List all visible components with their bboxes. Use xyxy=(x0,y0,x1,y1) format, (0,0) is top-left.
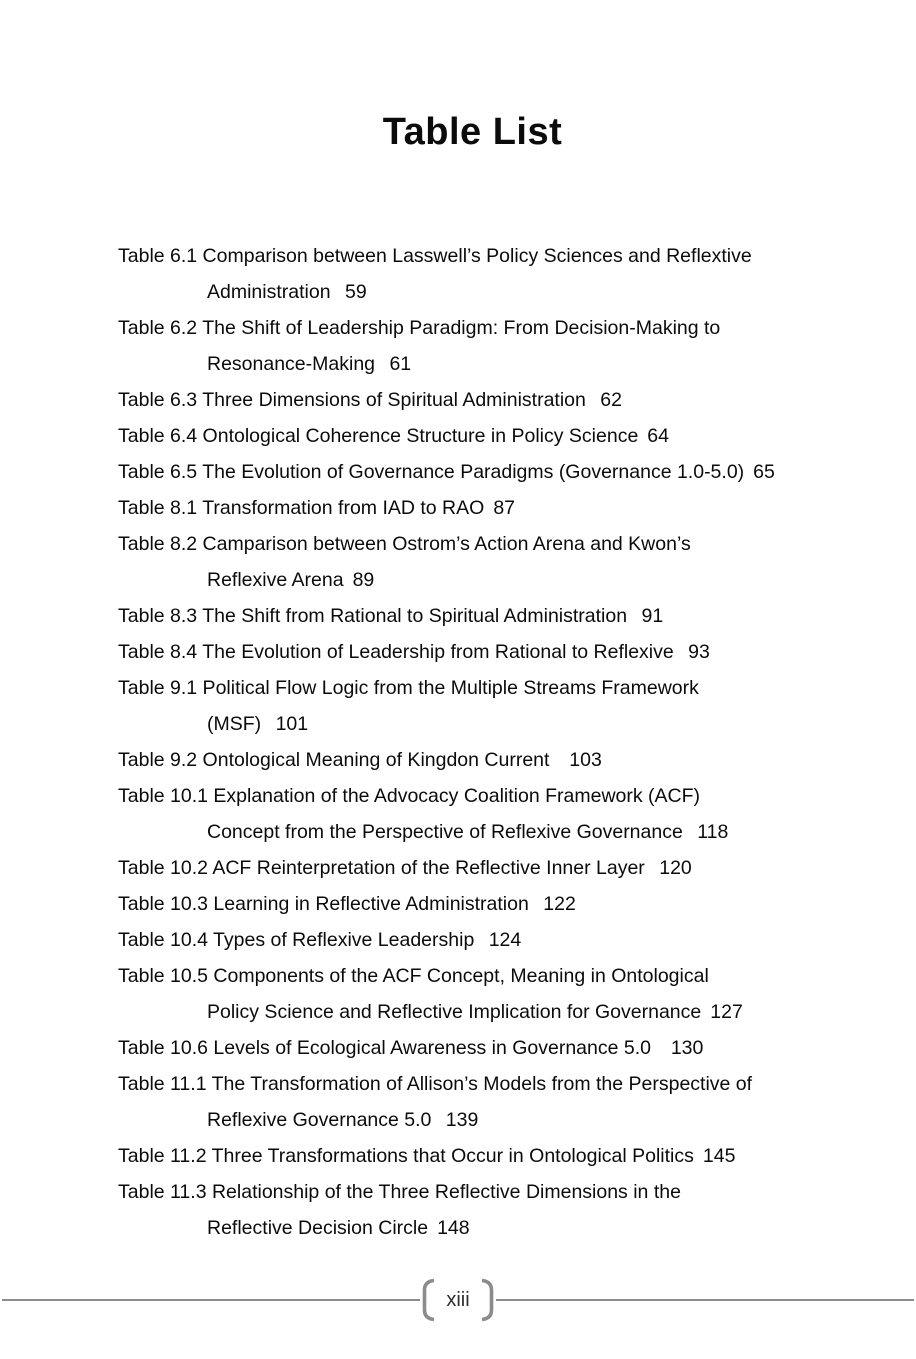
toc-entry-page-number: 59 xyxy=(344,281,367,303)
toc-entry-text: Table 10.2 ACF Reinterpretation of the Reflective Inner Layer xyxy=(118,857,651,879)
toc-entry-last-line xyxy=(118,490,827,526)
toc-entry-page-number: 87 xyxy=(493,497,516,519)
toc-entry-last-line xyxy=(118,598,827,634)
toc-entry-page-number: 101 xyxy=(275,713,309,735)
footer-right-bracket-icon xyxy=(480,1278,496,1322)
toc-list xyxy=(118,238,827,1246)
footer-rule-left xyxy=(2,1299,420,1301)
toc-entry xyxy=(118,634,827,670)
toc-entry-last-line xyxy=(207,706,827,742)
toc-entry-page-number: 62 xyxy=(600,389,622,411)
toc-entry xyxy=(118,454,827,490)
toc-entry-last-line xyxy=(207,562,827,598)
toc-entry-first-line: Table 6.2 The Shift of Leadership Paradigm: From Decision-Making to xyxy=(118,317,721,339)
toc-entry xyxy=(118,778,827,850)
toc-entry xyxy=(118,958,827,1030)
page-footer xyxy=(0,1278,916,1322)
toc-entry-last-line xyxy=(207,274,827,310)
toc-entry-last-line xyxy=(118,886,827,922)
toc-entry-text: Resonance-Making xyxy=(207,353,381,375)
toc-entry-first-line: Table 10.5 Components of the ACF Concept, Meaning in Ontological xyxy=(118,965,709,987)
toc-entry xyxy=(118,382,827,418)
toc-entry-first-line: Table 6.1 Comparison between Lasswell’s Policy Sciences and Reflextive xyxy=(118,245,752,267)
toc-entry-text: Table 6.5 The Evolution of Governance Paradigms (Governance 1.0-5.0) xyxy=(118,461,745,483)
toc-entry xyxy=(118,886,827,922)
toc-entry-text: Table 6.3 Three Dimensions of Spiritual Administration xyxy=(118,389,592,411)
toc-entry xyxy=(118,922,827,958)
toc-entry-page-number: 91 xyxy=(641,605,664,627)
toc-entry-page-number: 61 xyxy=(389,353,412,375)
toc-entry-text: Reflexive Arena xyxy=(207,569,344,591)
toc-entry-page-number: 145 xyxy=(702,1145,736,1167)
toc-entry-text: (MSF) xyxy=(207,713,267,735)
toc-entry-page-number: 130 xyxy=(670,1037,704,1059)
toc-entry-page-number: 65 xyxy=(753,461,775,483)
toc-entry-first-line: Table 9.1 Political Flow Logic from the Multiple Streams Framework xyxy=(118,677,699,699)
toc-entry xyxy=(118,418,827,454)
toc-entry-page-number: 93 xyxy=(688,641,710,663)
toc-entry-last-line xyxy=(207,994,827,1030)
toc-entry-page-number: 103 xyxy=(569,749,602,771)
toc-entry-text: Table 8.3 The Shift from Rational to Spiritual Administration xyxy=(118,605,633,627)
toc-entry-first-line: Table 8.2 Camparison between Ostrom’s Action Arena and Kwon’s xyxy=(118,533,691,555)
footer-rule-right xyxy=(496,1299,914,1301)
toc-entry-text: Concept from the Perspective of Reflexive Governance xyxy=(207,821,689,843)
toc-entry xyxy=(118,1030,827,1066)
toc-entry-text: Reflexive Governance 5.0 xyxy=(207,1109,437,1131)
footer-left-bracket-icon xyxy=(420,1278,436,1322)
toc-entry xyxy=(118,742,827,778)
page-title: Table List xyxy=(382,111,563,153)
toc-entry xyxy=(118,1066,827,1138)
toc-entry-text: Administration xyxy=(207,281,336,303)
toc-entry xyxy=(118,1138,827,1174)
toc-entry-page-number: 139 xyxy=(445,1109,479,1131)
toc-entry-last-line xyxy=(118,1138,827,1174)
toc-entry xyxy=(118,1174,827,1246)
toc-entry-last-line xyxy=(118,742,827,778)
toc-entry xyxy=(118,670,827,742)
footer-page-number: xiii xyxy=(446,1289,470,1311)
toc-entry-last-line xyxy=(118,850,827,886)
toc-entry-page-number: 124 xyxy=(488,929,522,951)
toc-entry xyxy=(118,490,827,526)
toc-entry-page-number: 118 xyxy=(697,821,729,843)
toc-entry xyxy=(118,598,827,634)
toc-entry-page-number: 148 xyxy=(437,1217,470,1239)
toc-entry-last-line xyxy=(118,634,827,670)
toc-entry-first-line: Table 11.1 The Transformation of Allison’s Models from the Perspective of xyxy=(118,1073,753,1095)
toc-entry-text: Table 6.4 Ontological Coherence Structure in Policy Science xyxy=(118,425,639,447)
toc-entry-text: Table 8.4 The Evolution of Leadership from Rational to Reflexive xyxy=(118,641,680,663)
toc-entry-last-line xyxy=(207,814,827,850)
toc-entry xyxy=(118,238,827,310)
toc-entry-first-line: Table 10.1 Explanation of the Advocacy Coalition Framework (ACF) xyxy=(118,785,701,807)
toc-entry-text: Reflective Decision Circle xyxy=(207,1217,429,1239)
toc-entry-page-number: 64 xyxy=(647,425,669,447)
toc-entry-last-line xyxy=(207,1102,827,1138)
toc-entry-last-line xyxy=(118,1030,827,1066)
toc-entry-first-line: Table 11.3 Relationship of the Three Reflective Dimensions in the xyxy=(118,1181,681,1203)
toc-entry-last-line xyxy=(207,1210,827,1246)
toc-entry-text: Table 8.1 Transformation from IAD to RAO xyxy=(118,497,485,519)
toc-entry-text: Table 10.3 Learning in Reflective Administration xyxy=(118,893,535,915)
toc-entry-text: Table 11.2 Three Transformations that Occur in Ontological Politics xyxy=(118,1145,694,1167)
toc-entry-last-line xyxy=(118,922,827,958)
toc-entry-text: Table 9.2 Ontological Meaning of Kingdon Current xyxy=(118,749,561,771)
toc-entry-last-line xyxy=(118,382,827,418)
toc-entry-last-line xyxy=(207,346,827,382)
toc-entry-text: Policy Science and Reflective Implication for Governance xyxy=(207,1001,702,1023)
toc-entry xyxy=(118,310,827,382)
toc-entry-last-line xyxy=(118,454,827,490)
toc-entry xyxy=(118,850,827,886)
toc-entry-text: Table 10.4 Types of Reflexive Leadership xyxy=(118,929,480,951)
toc-entry-page-number: 89 xyxy=(352,569,375,591)
toc-entry xyxy=(118,526,827,598)
toc-entry-page-number: 127 xyxy=(710,1001,743,1023)
toc-entry-page-number: 122 xyxy=(543,893,576,915)
toc-entry-page-number: 120 xyxy=(659,857,692,879)
toc-entry-last-line xyxy=(118,418,827,454)
toc-entry-text: Table 10.6 Levels of Ecological Awareness in Governance 5.0 xyxy=(118,1037,662,1059)
